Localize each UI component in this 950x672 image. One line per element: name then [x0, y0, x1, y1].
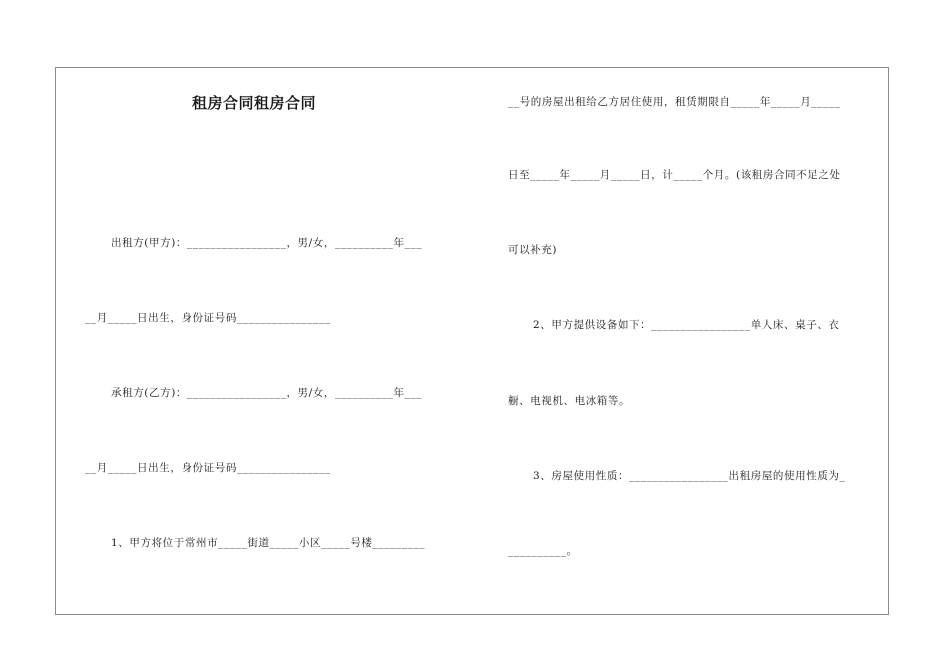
right-line-furniture: 橱、电视机、电冰箱等。 — [508, 395, 631, 407]
left-line-clause-1: 1、甲方将位于常州市_____街道_____小区_____号楼_________ — [111, 537, 426, 549]
document-title: 租房合同租房合同 — [192, 94, 317, 112]
right-line-lease-end: 日至_____年_____月_____日，计_____个月。(该租房合同不足之处 — [508, 169, 841, 181]
left-line-lessor: 出租方(甲方)：_________________，男/女，__________年___ — [111, 237, 423, 249]
right-line-clause-3: 3、房屋使用性质：_________________出租房屋的使用性质为_ — [533, 470, 846, 482]
right-line-lease-term: __号的房屋出租给乙方居住使用，租赁期限自_____年_____月_____ — [508, 96, 841, 108]
left-line-lessor-birth: __月_____日出生，身份证号码________________ — [85, 312, 331, 324]
left-line-lessee: 承租方(乙方)：_________________，男/女，__________年___ — [111, 387, 423, 399]
left-line-lessee-birth: __月_____日出生，身份证号码________________ — [85, 462, 331, 474]
right-line-usage-end: __________。 — [508, 545, 578, 557]
page-border — [55, 67, 889, 615]
right-line-clause-2: 2、甲方提供设备如下：_________________单人床、桌子、衣 — [533, 319, 840, 331]
right-line-supplement: 可以补充) — [508, 244, 558, 256]
